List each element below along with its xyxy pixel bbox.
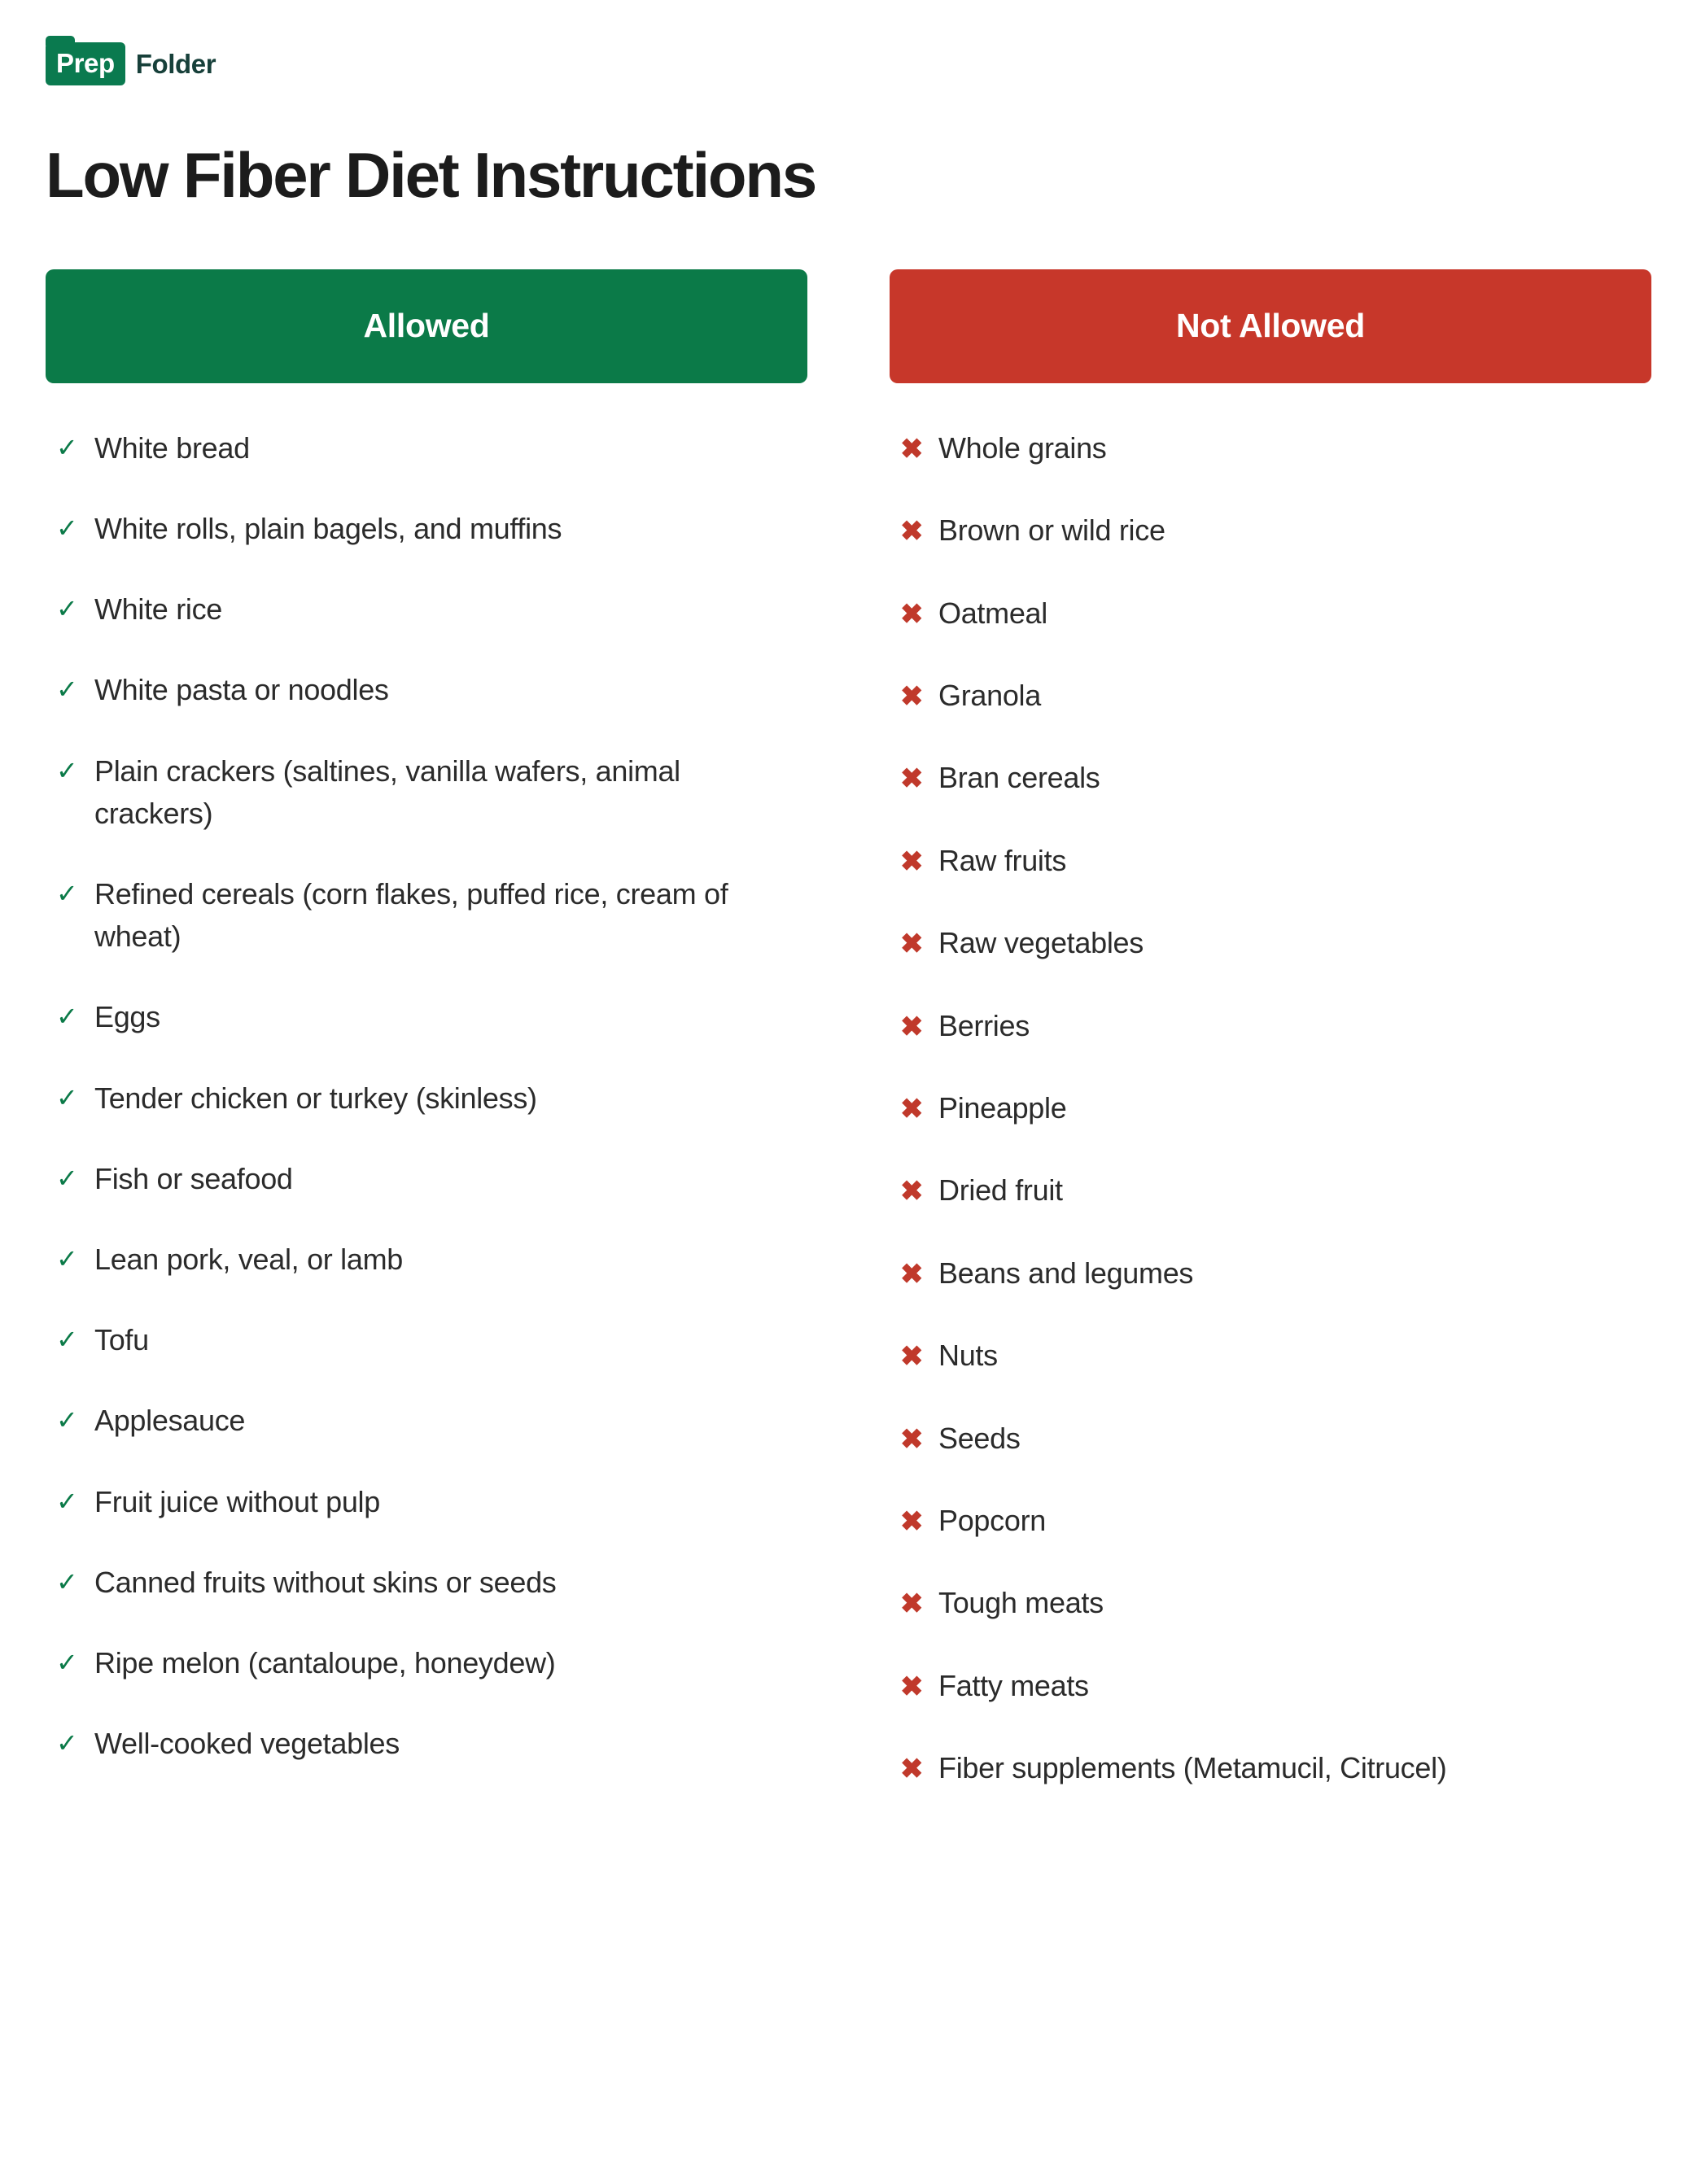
list-item	[46, 569, 807, 649]
list-item-label: Oatmeal	[938, 596, 1047, 630]
list-item	[890, 655, 1651, 737]
allowed-column	[46, 269, 807, 1784]
allowed-list	[46, 383, 807, 1784]
list-item	[890, 1150, 1651, 1232]
list-item	[890, 1645, 1651, 1728]
list-item-label: White rolls, plain bagels, and muffins	[94, 512, 562, 546]
list-item-label: Eggs	[94, 1000, 160, 1034]
list-item	[890, 408, 1651, 490]
check-icon: ✓	[56, 594, 78, 624]
list-item	[46, 731, 807, 854]
list-item-label: Canned fruits without skins or seeds	[94, 1565, 557, 1599]
list-item	[890, 1233, 1651, 1315]
list-item	[890, 573, 1651, 655]
not-allowed-column	[890, 269, 1651, 1811]
cross-icon: ✖	[900, 1588, 924, 1620]
list-item-label: Tough meats	[938, 1586, 1104, 1620]
logo-wordmark: Folder	[135, 48, 216, 79]
list-item-label: Tender chicken or turkey (skinless)	[94, 1081, 537, 1115]
list-item	[890, 1068, 1651, 1150]
list-item	[890, 737, 1651, 819]
check-icon: ✓	[56, 1002, 78, 1032]
list-item	[46, 1623, 807, 1703]
check-icon: ✓	[56, 879, 78, 909]
list-item	[890, 1315, 1651, 1397]
list-item	[46, 1461, 807, 1542]
list-item-label: Raw fruits	[938, 843, 1067, 877]
list-item	[46, 854, 807, 976]
cross-icon: ✖	[900, 1341, 924, 1373]
list-item	[890, 490, 1651, 572]
cross-icon: ✖	[900, 1671, 924, 1702]
diet-columns	[46, 269, 1642, 1811]
not-allowed-list	[890, 383, 1651, 1811]
list-item	[46, 1299, 807, 1380]
list-item-label: Brown or wild rice	[938, 513, 1165, 548]
check-icon: ✓	[56, 1082, 78, 1112]
check-icon: ✓	[56, 1647, 78, 1677]
page-title: Low Fiber Diet Instructions	[46, 139, 816, 211]
cross-icon: ✖	[900, 1754, 924, 1785]
check-icon: ✓	[56, 675, 78, 705]
list-item-label: Nuts	[938, 1339, 998, 1373]
cross-icon: ✖	[900, 433, 924, 465]
list-item	[890, 985, 1651, 1068]
cross-icon: ✖	[900, 1011, 924, 1042]
list-item-label: Bran cereals	[938, 761, 1100, 795]
list-item	[890, 820, 1651, 902]
list-item-label: Fiber supplements (Metamucil, Citrucel)	[938, 1751, 1447, 1785]
list-item	[46, 408, 807, 488]
list-item-label: Granola	[938, 679, 1041, 713]
list-item	[46, 1138, 807, 1219]
list-item	[46, 649, 807, 730]
cross-icon: ✖	[900, 1176, 924, 1208]
list-item-label: Pineapple	[938, 1091, 1067, 1125]
cross-icon: ✖	[900, 928, 924, 960]
list-item	[890, 902, 1651, 985]
list-item-label: Seeds	[938, 1421, 1021, 1455]
list-item	[890, 1562, 1651, 1645]
check-icon: ✓	[56, 755, 78, 785]
list-item-label: Lean pork, veal, or lamb	[94, 1242, 404, 1276]
list-item	[46, 1542, 807, 1623]
list-item	[46, 1703, 807, 1784]
not-allowed-column-header: Not Allowed	[890, 269, 1651, 383]
check-icon: ✓	[56, 432, 78, 462]
cross-icon: ✖	[900, 1094, 924, 1125]
cross-icon: ✖	[900, 845, 924, 877]
check-icon: ✓	[56, 513, 78, 544]
list-item-label: Plain crackers (saltines, vanilla wafers, animal crackers)	[94, 753, 680, 830]
list-item-label: Beans and legumes	[938, 1256, 1194, 1290]
list-item-label: Well-cooked vegetables	[94, 1727, 400, 1761]
list-item	[46, 1219, 807, 1299]
list-item	[46, 488, 807, 569]
list-item-label: Dried fruit	[938, 1173, 1063, 1208]
list-item-label: Refined cereals (corn flakes, puffed rice, cream of wheat)	[94, 877, 728, 954]
list-item-label: Berries	[938, 1008, 1030, 1042]
cross-icon: ✖	[900, 598, 924, 630]
list-item-label: Applesauce	[94, 1404, 246, 1438]
list-item-label: Popcorn	[938, 1503, 1046, 1537]
list-item	[890, 1398, 1651, 1480]
list-item	[46, 976, 807, 1057]
check-icon: ✓	[56, 1486, 78, 1516]
cross-icon: ✖	[900, 1505, 924, 1537]
check-icon: ✓	[56, 1405, 78, 1435]
list-item-label: White rice	[94, 592, 223, 627]
logo-mark: Prep	[46, 42, 125, 85]
list-item-label: Raw vegetables	[938, 926, 1144, 960]
allowed-column-header: Allowed	[46, 269, 807, 383]
list-item-label: Ripe melon (cantaloupe, honeydew)	[94, 1645, 556, 1679]
list-item-label: Fatty meats	[938, 1668, 1089, 1702]
check-icon: ✓	[56, 1243, 78, 1273]
cross-icon: ✖	[900, 516, 924, 548]
list-item-label: Fruit juice without pulp	[94, 1484, 380, 1518]
cross-icon: ✖	[900, 681, 924, 713]
check-icon: ✓	[56, 1728, 78, 1758]
cross-icon: ✖	[900, 1423, 924, 1455]
list-item-label: Fish or seafood	[94, 1161, 293, 1195]
cross-icon: ✖	[900, 763, 924, 795]
list-item-label: White pasta or noodles	[94, 673, 389, 707]
brand-logo[interactable]	[46, 42, 1642, 85]
list-item	[46, 1380, 807, 1461]
check-icon: ✓	[56, 1163, 78, 1193]
check-icon: ✓	[56, 1566, 78, 1597]
list-item	[890, 1480, 1651, 1562]
list-item	[890, 1728, 1651, 1810]
cross-icon: ✖	[900, 1258, 924, 1290]
list-item	[46, 1058, 807, 1138]
list-item-label: White bread	[94, 430, 250, 465]
list-item-label: Whole grains	[938, 430, 1107, 465]
check-icon: ✓	[56, 1325, 78, 1355]
list-item-label: Tofu	[94, 1323, 149, 1357]
